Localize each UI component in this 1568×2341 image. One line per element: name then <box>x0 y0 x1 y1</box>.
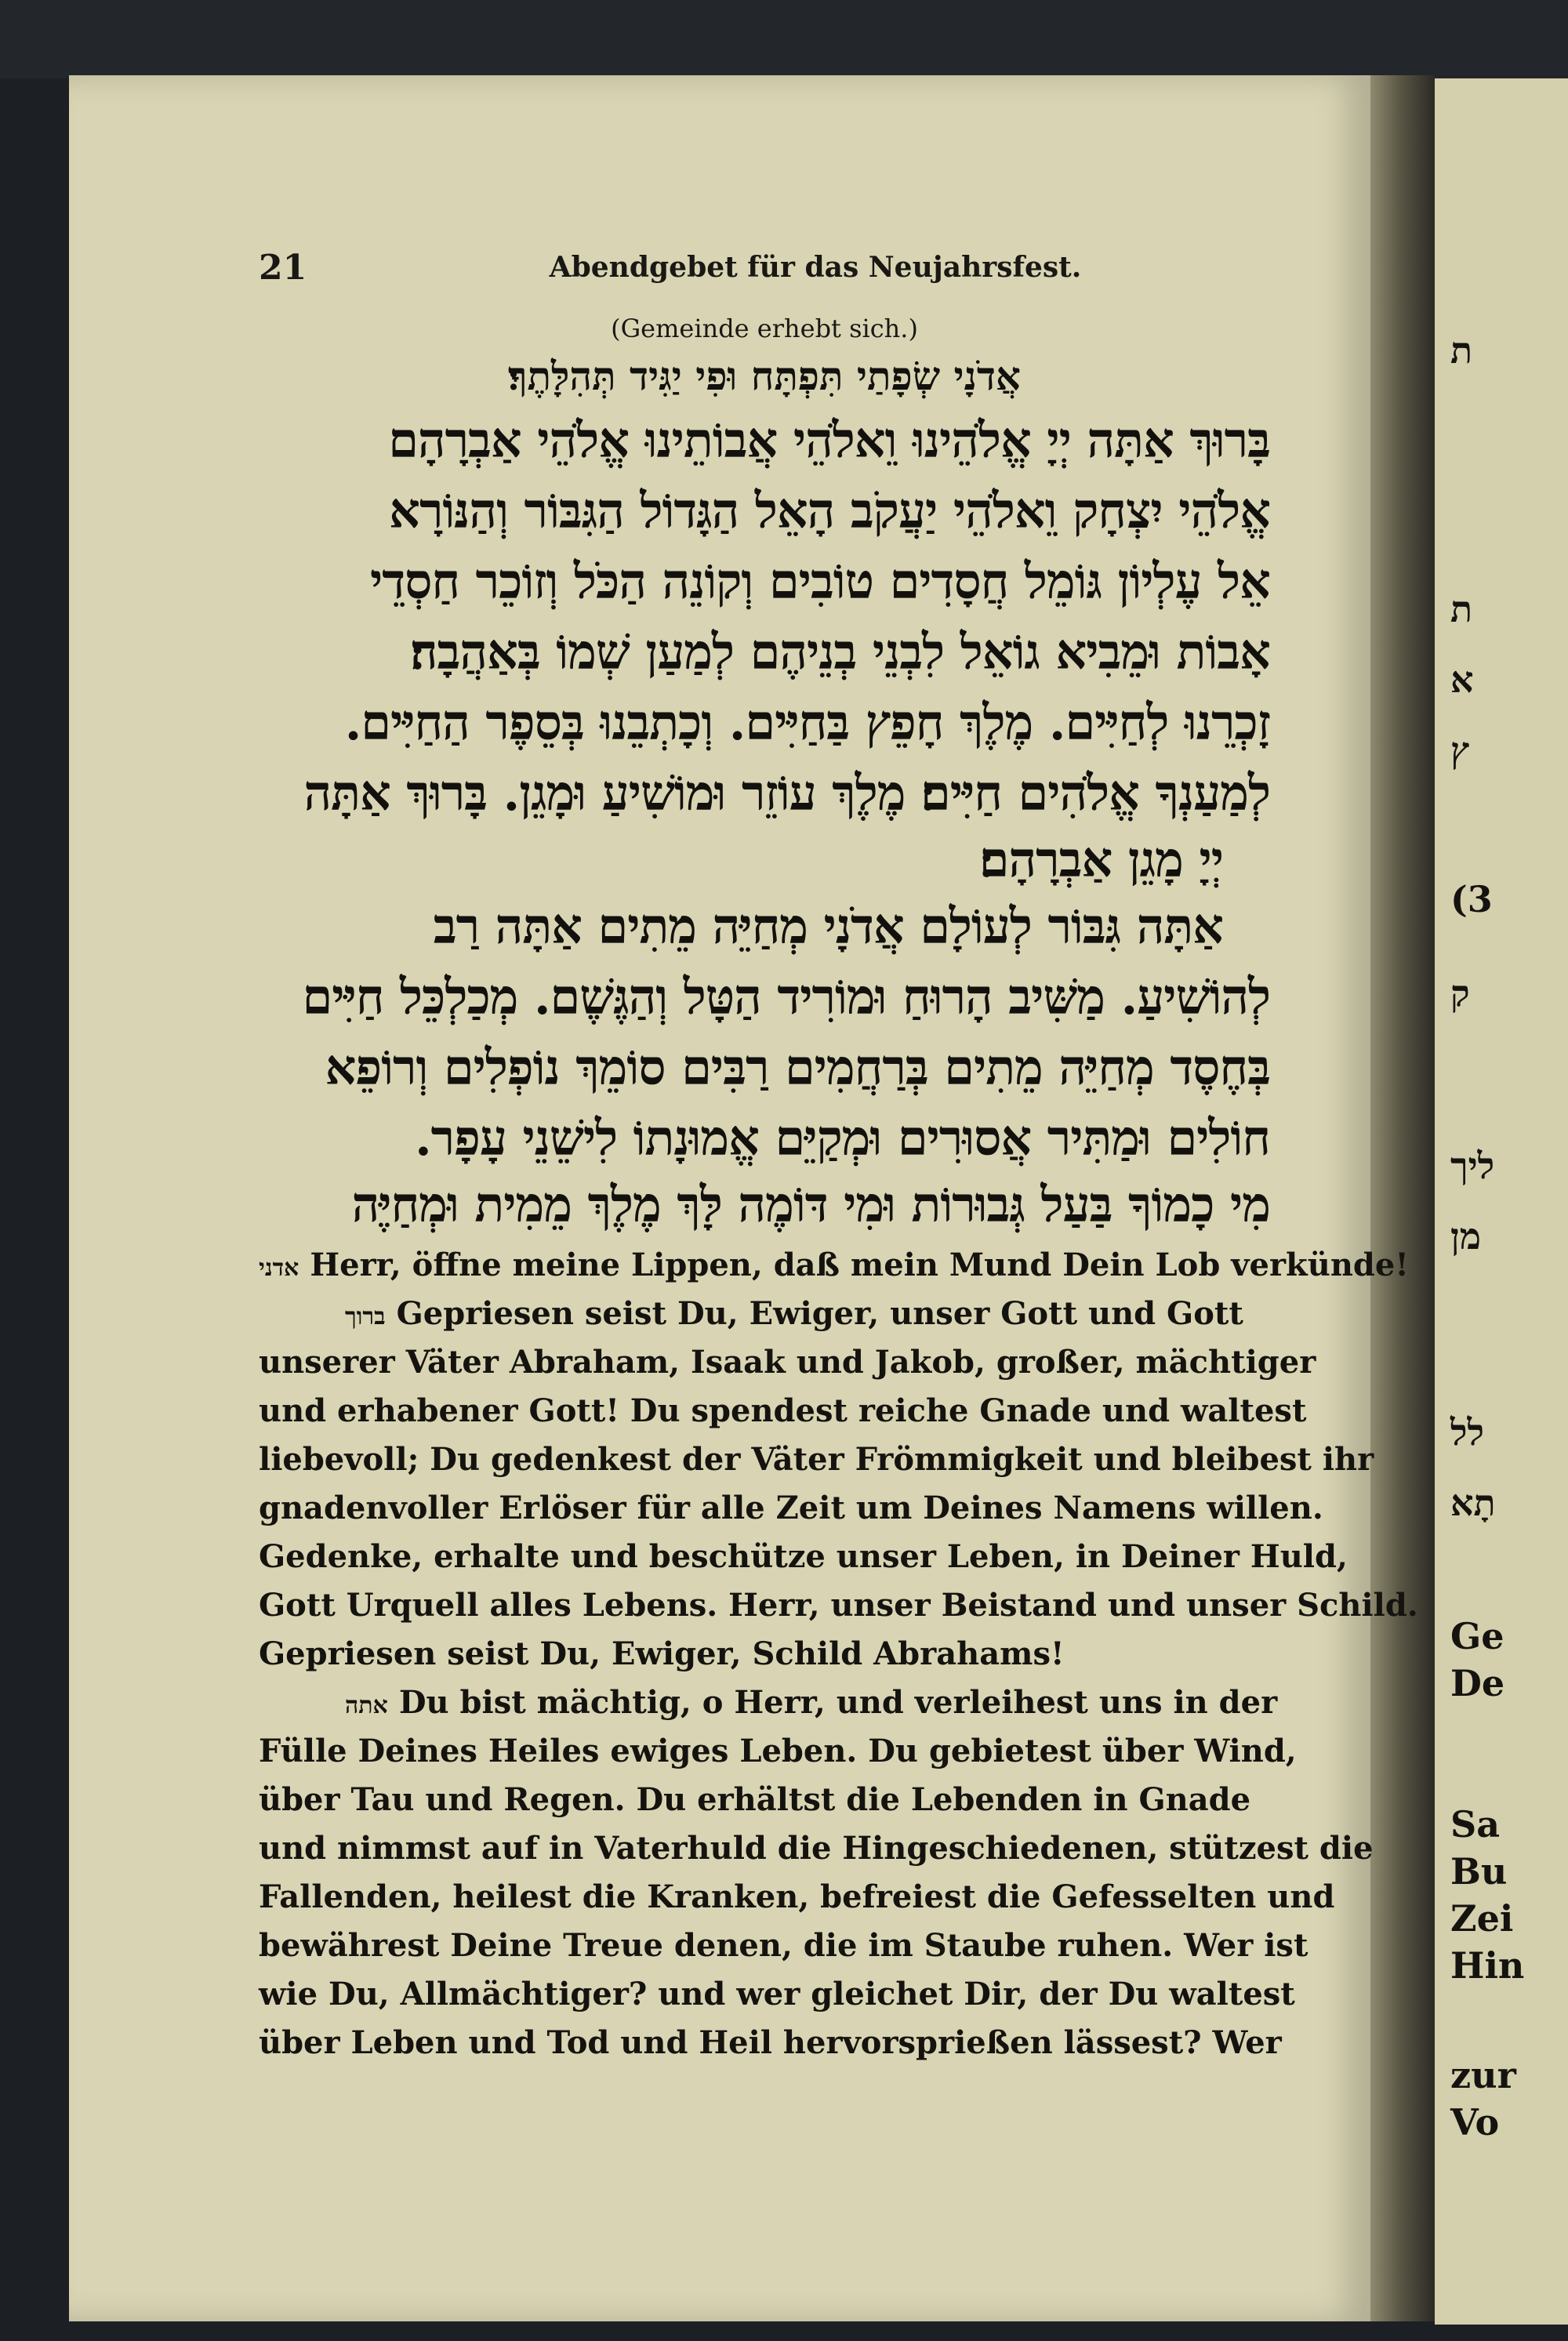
translation-text: Fallenden, heilest die Kranken, befreiest die Gefesselten und <box>259 1878 1335 1915</box>
facing-page-text: ליך <box>1450 1145 1495 1187</box>
hebrew-line: לְהוֹשִׁיעַ. מַשִּׁיב הָרוּחַ וּמוֹרִיד הַטָּל וְהַגֶּשֶׁם. מְכַלְכֵּל חַיִּים <box>302 968 1270 1025</box>
translation-text: über Tau und Regen. Du erhältst die Lebenden in Gnade <box>259 1781 1251 1818</box>
translation-text: Fülle Deines Heiles ewiges Leben. Du gebietest über Wind, <box>259 1733 1297 1769</box>
translation-line <box>259 1733 1297 1769</box>
facing-page-text: ץ <box>1450 729 1469 771</box>
translation-line <box>259 1878 1334 1915</box>
translation-text: Gepriesen seist Du, Ewiger, Schild Abrahams! <box>259 1635 1065 1672</box>
translation-line <box>259 1247 1409 1283</box>
hebrew-line: יְיָ מָגֵן אַבְרָהָם׃ <box>979 831 1223 888</box>
hebrew-cue-word: אדני <box>259 1254 299 1282</box>
rubric: (Gemeinde erhebt sich.) <box>611 314 918 343</box>
facing-page-text: (3 <box>1450 878 1493 920</box>
hebrew-line: בָּרוּךְ אַתָּה יְיָ אֱלֹהֵינוּ וֵאלֹהֵי אֲבוֹתֵינוּ אֱלֹהֵי אַבְרָהָם <box>388 412 1270 469</box>
facing-page-text: zur <box>1450 2054 1516 2096</box>
translation-text: Du bist mächtig, o Herr, und verleihest uns in der <box>398 1684 1278 1721</box>
translation-line <box>259 2024 1282 2061</box>
translation-text: Gedenke, erhalte und beschütze unser Leben, in Deiner Huld, <box>259 1538 1348 1575</box>
translation-line <box>259 1392 1306 1429</box>
facing-page-text: Ge <box>1450 1615 1504 1657</box>
translation-line <box>259 1976 1295 2013</box>
translation-text: unserer Väter Abraham, Isaak und Jakob, großer, mächtiger <box>259 1344 1316 1381</box>
translation-text: Gepriesen seist Du, Ewiger, unser Gott und Gott <box>396 1295 1243 1332</box>
facing-page-text: Hin <box>1450 1944 1525 1987</box>
hebrew-line: אֱלֹהֵי יִצְחָק וֵאלֹהֵי יַעֲקֹב הָאֵל הַגָּדוֹל הַגִּבּוֹר וְהַנּוֹרָא <box>389 482 1270 539</box>
translation-text: und erhabener Gott! Du spendest reiche Gnade und waltest <box>259 1392 1307 1429</box>
translation-text: Herr, öffne meine Lippen, daß mein Mund Dein Lob verkünde! <box>310 1247 1409 1283</box>
facing-page-text: Bu <box>1450 1850 1508 1893</box>
hebrew-line: מִי כָמוֹךָ בַּעַל גְּבוּרוֹת וּמִי דּוֹמֶה לָּךְ מֶלֶךְ מֵמִית וּמְחַיֶּה <box>351 1176 1270 1233</box>
translation-line <box>259 1490 1323 1526</box>
hebrew-line: בְּחֶסֶד מְחַיֵּה מֵתִים בְּרַחֲמִים רַבִּים סוֹמֵךְ נוֹפְלִים וְרוֹפֵא <box>325 1039 1270 1096</box>
hebrew-intro-verse: אֲדֹנָי שְׂפָתַי תִּפְתָּח וּפִי יַגִּיד תְּהִלָּתֶךָ׃ <box>507 353 1022 399</box>
facing-page-text: ת <box>1450 329 1473 372</box>
translation-text: und nimmst auf in Vaterhuld die Hingeschiedenen, stützest die <box>259 1830 1374 1867</box>
translation-text: Gott Urquell alles Lebens. Herr, unser Beistand und unser Schild. <box>259 1587 1418 1624</box>
translation-text: über Leben und Tod und Heil hervorsprießen lässest? Wer <box>259 2024 1282 2061</box>
translation-line <box>259 1830 1374 1867</box>
translation-line <box>259 1927 1308 1964</box>
facing-page-text: Sa <box>1450 1803 1501 1846</box>
facing-page-text: De <box>1450 1662 1505 1704</box>
running-head <box>259 248 1270 295</box>
facing-page-text: לל <box>1450 1411 1485 1454</box>
translation-text: bewährest Deine Treue denen, die im Staube ruhen. Wer ist <box>259 1927 1308 1964</box>
translation-line <box>259 1781 1250 1818</box>
book-cover-edge <box>0 0 1568 78</box>
translation-line <box>259 1635 1065 1672</box>
translation-line <box>345 1295 1243 1332</box>
hebrew-line: אַתָּה גִּבּוֹר לְעוֹלָם אֲדֹנָי מְחַיֵּה מֵתִים אַתָּה רַב <box>433 898 1223 955</box>
facing-page-fragment <box>1435 78 1568 2325</box>
facing-page-text: ק <box>1450 972 1470 1014</box>
translation-text: liebevoll; Du gedenkest der Väter Frömmigkeit und bleibest ihr <box>259 1441 1374 1478</box>
page-number: 21 <box>259 248 307 288</box>
translation-text: gnadenvoller Erlöser für alle Zeit um Deines Namens willen. <box>259 1490 1323 1526</box>
hebrew-cue-word: אתה <box>345 1692 388 1719</box>
translation-line <box>259 1538 1348 1575</box>
translation-line <box>345 1684 1277 1721</box>
hebrew-line: אֵל עֶלְיוֹן גּוֹמֵל חֲסָדִים טוֹבִים וְקוֹנֵה הַכֹּל וְזוֹכֵר חַסְדֵי <box>370 553 1270 610</box>
translation-line <box>259 1587 1418 1624</box>
facing-page-text: Vo <box>1450 2101 1500 2143</box>
hebrew-line: לְמַעַנְךָ אֱלֹהִים חַיִּים׃ מֶלֶךְ עוֹזֵר וּמוֹשִׁיעַ וּמָגֵן. בָּרוּךְ אַתָּה <box>303 764 1270 822</box>
facing-page-text: תָא <box>1450 1482 1496 1524</box>
facing-page-text: Zei <box>1450 1897 1514 1940</box>
page-title: Abendgebet für das Neujahrsfest. <box>549 251 1082 284</box>
hebrew-line: חוֹלִים וּמַתִּיר אֲסוּרִים וּמְקַיֵּם אֱמוּנָתוֹ לִישֵׁנֵי עָפָר. <box>415 1109 1270 1167</box>
facing-page-text: מן <box>1450 1215 1481 1258</box>
book-gutter <box>1370 75 1435 2321</box>
hebrew-line: אָבוֹת וּמֵבִיא גוֹאֵל לִבְנֵי בְנֵיהֶם לְמַעַן שְׁמוֹ בְּאַהֲבָה׃ <box>410 623 1270 681</box>
hebrew-cue-word: ברוך <box>345 1303 386 1330</box>
translation-text: wie Du, Allmächtiger? und wer gleichet Dir, der Du waltest <box>259 1976 1295 2013</box>
hebrew-line: זָכְרֵנוּ לְחַיִּים. מֶלֶךְ חָפֵץ בַּחַיִּים. וְכָתְבֵנוּ בְּסֵפֶר הַחַיִּים. <box>344 694 1270 751</box>
translation-line <box>259 1441 1374 1478</box>
facing-page-text: א <box>1450 659 1474 701</box>
translation-line <box>259 1344 1316 1381</box>
facing-page-text: ת <box>1450 588 1473 630</box>
